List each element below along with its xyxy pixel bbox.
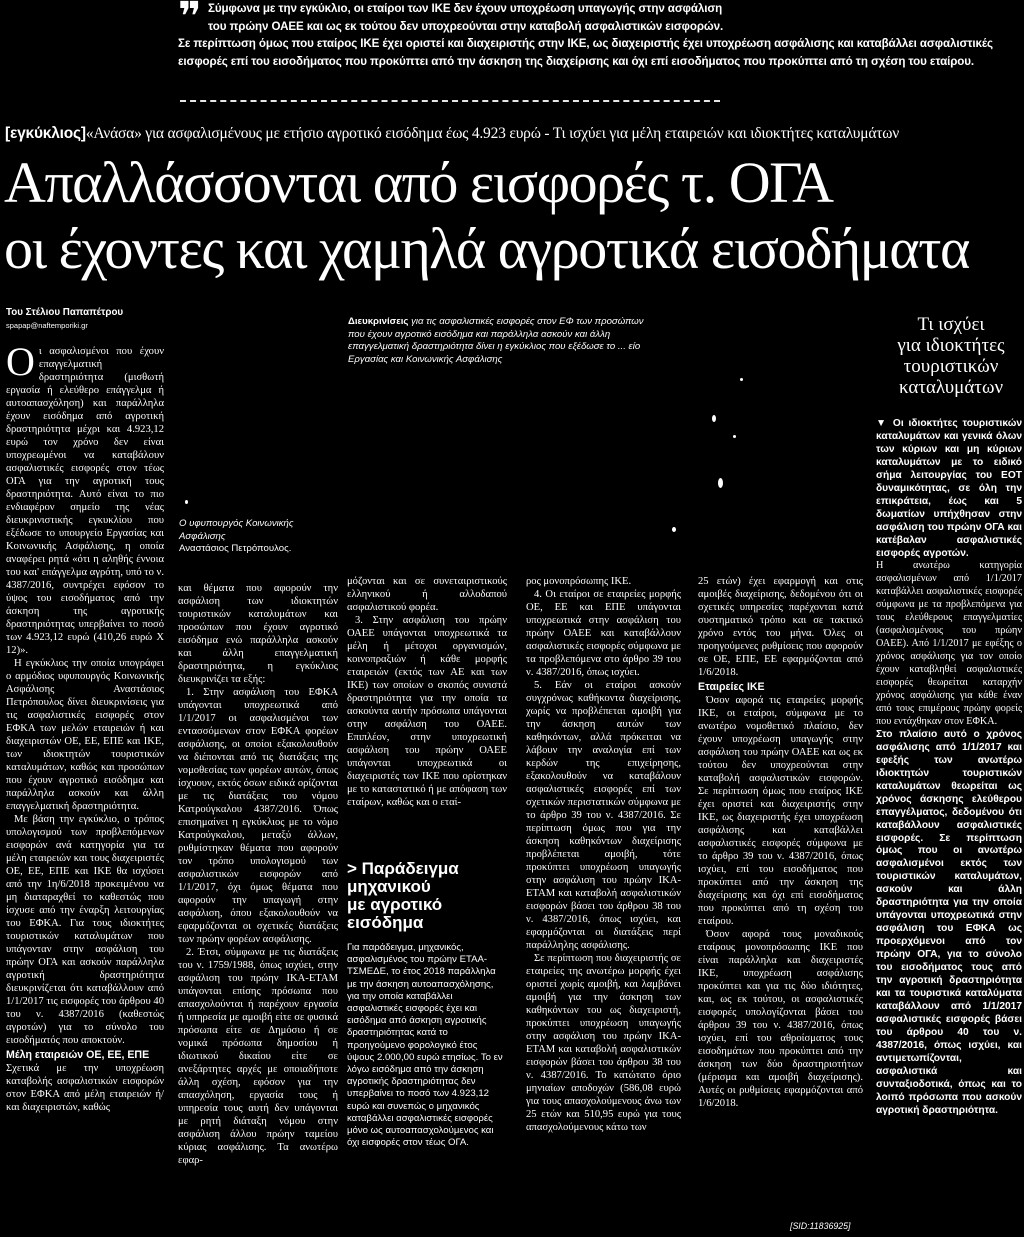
side-box-title bbox=[876, 314, 1024, 398]
headline-line1: Απαλλάσσονται από εισφορές τ. ΟΓΑ bbox=[4, 150, 833, 215]
pull-quote-line1: Σύμφωνα με την εγκύκλιο, οι εταίροι των ΙΚΕ δεν έχουν υποχρέωση υπαγωγής στην ασφάλιση bbox=[208, 2, 723, 15]
example-box bbox=[347, 860, 507, 1149]
author-email: spapap@naftemporiki.gr bbox=[6, 321, 88, 330]
drop-cap: Ο bbox=[6, 339, 35, 384]
column-2 bbox=[178, 582, 338, 1167]
title-line: καταλυμάτων bbox=[898, 377, 1004, 398]
paragraph: Όσον αφορά τις εταιρείες μορφής ΙΚΕ, οι εταίροι, σύμφωνα με το ανωτέρω νομοθετικό πλαίσιο, δεν έχουν υποχρέωση υπαγωγής στην ασφάλιση του πρώην ΟΑΕΕ και ως εκ τούτου δεν υποχρεούνται στην καταβολή ασφαλιστικών εισφορών. Σε περίπτωση όμως που εταίρος ΙΚΕ έχει οριστεί και διαχειριστής στην ΙΚΕ, ως διαχειριστής έχει υποχρέωση ασφάλισης και καταβάλλει ασφαλιστικές εισφορές σύμφωνα με το άρθρο 39 του ν. 4387/2016, όπως ισχύει, επί του εισοδήματος που προκύπτει από την άσκηση της διαχείρισης και όχι επί εισοδήματος που προκύπτει από τη σχέση του εταίρου. bbox=[698, 695, 863, 927]
title-line: για ιδιοκτήτες bbox=[897, 335, 1005, 356]
paragraph: Η εγκύκλιος την οποία υπογράφει ο αρμόδιος υφυπουργός Κοινωνικής Ασφάλισης Αναστάσιος Πετρόπουλος δίνει διευκρινίσεις για τις ασφαλιστικές εισφορές στον ΕΦΚΑ των μελών εταιρειών ή και διαχειριστών ΟΕ, ΕΕ, ΕΠΕ και ΙΚΕ, των ιδιοκτητών τουριστικών καταλυμάτων, καθώς και προσώπων που έχουν αγροτικό εισόδημα και παράλληλα ασκούν και άλλη επαγγελματική δραστηριότητα. bbox=[6, 658, 164, 812]
column-4 bbox=[526, 575, 681, 1134]
paragraph: μόζονται και σε συνεταιριστικούς ελληνικού ή αλλοδαπού ασφαλιστικού φορέα. bbox=[347, 576, 507, 613]
paragraph: ▼ Οι ιδιοκτήτες τουριστικών καταλυμάτων και γενικά όλων των κύριων και μη κύριων καταλυμάτων με το ειδικό σήμα λειτουργίας του ΕΟΤ δυναμικότητας, σε όλη την επικράτεια, έως και 5 δωματίων υπήχθησαν στην ασφάλιση του πρώην ΟΓΑ και κατέβαλαν ασφαλιστικές εισφορές αγροτών. bbox=[876, 418, 1022, 559]
subheading: Μέλη εταιρειών ΟΕ, ΕΕ, ΕΠΕ bbox=[6, 1049, 150, 1061]
photo-speck bbox=[672, 527, 676, 532]
title-line: με αγροτικό bbox=[347, 895, 443, 914]
column-5 bbox=[698, 575, 863, 1110]
paragraph: Με βάση την εγκύκλιο, ο τρόπος υπολογισμού των προβλεπόμενων εισφορών ανά κατηγορία για τα μέλη εταιρειών και τους διαχειριστές ΟΕ, ΕΕ, ΕΠΕ και ΙΚΕ θα ισχύσει από την 1η/6/2018 προκειμένου να μη διαταραχθεί το καθεστώς που ίσχυσε από την έναρξη λειτουργίας του ΕΦΚΑ. Για τους ιδιοκτήτες τουριστικών καταλυμάτων που υπάγονταν στην ασφάλιση του πρώην ΟΓΑ και ασκούν παράλληλα αγροτική δραστηριότητα διευκρινίζεται ότι καταβάλλουν από 1/1/2017 τις εισφορές του άρθρου 40 του ν. 4387/2016 (καθεστώς αγροτών) για το σύνολο του εισοδήματός που αποκτούν. bbox=[6, 814, 164, 1046]
column-3 bbox=[347, 575, 507, 809]
paragraph: Η ανωτέρω κατηγορία ασφαλισμένων από 1/1/2017 καταβάλλει ασφαλιστικές εισφορές σύμφωνα με τα προβλεπόμενα για τους ελεύθερους επαγγελματίες (ασφαλισμένους του πρώην ΟΑΕΕ). Από 1/1/2017 με εφέξης ο χρόνος ασφάλισης για τον οποίο έχουν καταβληθεί ασφαλιστικές εισφορές θεωρείται καταρχήν χρόνος ασφάλισης για κάθε έναν από τους επιμέρους πρώην φορείς που εντάχθηκαν στον ΕΦΚΑ. bbox=[876, 560, 1022, 727]
caption-line: Ο υφυπουργός Κοινωνικής bbox=[179, 518, 294, 529]
paragraph: Σχετικά με την υποχρέωση καταβολής ασφαλιστικών εισφορών στον ΕΦΚΑ από μέλη εταιρειών ή/και διαχειριστών, καθώς bbox=[6, 1063, 164, 1113]
pull-quote-rest: Σε περίπτωση όμως που εταίρος ΙΚΕ έχει οριστεί και διαχειριστής στην ΙΚΕ, ως διαχειριστής έχει υποχρέωση ασφάλισης και καταβάλλει ασφαλιστικές εισφορές επί του εισοδήματος που προκύπτει από την άσκηση της διαχείρισης και όχι επί εισοδήματος που προκύπτει από τη σχέση του εταίρου. bbox=[178, 37, 993, 68]
title-line: τουριστικών bbox=[903, 356, 999, 377]
caption-line: Ασφάλισης bbox=[179, 530, 226, 542]
photo-speck bbox=[712, 415, 716, 422]
kicker-tag: [εγκύκλιος] bbox=[5, 125, 86, 142]
example-title bbox=[347, 860, 507, 932]
headline-line2: οι έχοντες και χαμηλά αγροτικά εισοδήματα bbox=[4, 216, 969, 281]
caption-lead: Διευκρινίσεις bbox=[348, 316, 409, 327]
paragraph: 2. Έτσι, σύμφωνα με τις διατάξεις του ν. 1759/1988, όπως ισχύει, στην ασφάλιση του πρώην ΙΚΑ-ΕΤΑΜ υπάγονται επίσης πρόσωπα που απασχολούνται ή παρέχουν εργασία ή υπηρεσία με αμοιβή είτε σε φυσικά πρόσωπα είτε σε Δημόσιο ή σε νομικά πρόσωπα δημοσίου ή ιδιωτικού δικαίου είτε σε ανεξάρτητες αρχές με οποιαδήποτε άλλη σχέση, εφόσον για την απασχόληση, εργασία τους ή υπηρεσία τους αυτή δεν υπάγονται με ρητή διάταξη νόμου στην ασφάλιση άλλου πρώην ταμείου κύριας ασφάλισης. Τα ανωτέρω εφαρ- bbox=[178, 947, 338, 1166]
paragraph: Σε περίπτωση που διαχειριστής σε εταιρείες της ανωτέρω μορφής έχει οριστεί χωρίς αμοιβή, και λαμβάνει αμοιβή για την άσκηση των καθηκόντων του ως διαχειριστή, προκύπτει υποχρέωση υπαγωγής στην ασφάλιση του πρώην ΙΚΑ-ΕΤΑΜ και καταβολή ασφαλιστικών εισφορών βάσει του άρθρου 38 του ν. 4387/2016. Το κατώτατο όριο μηνιαίων αποδοχών (586,08 ευρώ για τους απασχολούμενους άνω των 25 ετών και 510,95 ευρώ για τους απασχολούμενους κάτω των bbox=[526, 953, 681, 1133]
byline: Του Στέλιου Παπαπέτρου bbox=[6, 307, 124, 318]
paragraph: 3. Στην ασφάλιση του πρώην ΟΑΕΕ υπάγονται υποχρεωτικά τα μέλη ή μέτοχοι οργανισμών, κοινοπραξιών ή κάθε μορφής εταιρειών (εκτός των ΑΕ και των ΙΚΕ) των οποίων ο σκοπός συνιστά δραστηριότητα για την οποία τα ασκούντα αυτήν πρόσωπα υπάγονται στην ασφάλιση του ΟΑΕΕ. Επιπλέον, στην υποχρεωτική ασφάλιση του πρώην ΟΑΕΕ υπάγονται υποχρεωτικά οι διαχειριστές των ΙΚΕ που ορίστηκαν με το καταστατικό ή με απόφαση των εταίρων, καθώς και ο εταί- bbox=[347, 615, 508, 808]
photo-speck bbox=[718, 478, 723, 488]
title-line: εισόδημα bbox=[347, 913, 424, 932]
subheading: Εταιρείες ΙΚΕ bbox=[698, 681, 765, 693]
paragraph: Στο πλαίσιο αυτό ο χρόνος ασφάλισης από 1/1/2017 και εφεξής των ανωτέρω ιδιοκτητών τουριστικών καταλυμάτων θεωρείται ως χρόνος άσκησης ελεύθερου επαγγέλματος, δεδομένου ότι καταβάλλουν ασφαλιστικές εισφορές. Σε περίπτωση όμως που οι ανωτέρω ασφαλισμένοι εκτός των τουριστικών καταλυμάτων, ασκούν και άλλη δραστηριότητα για την οποία υπάγονται υποχρεωτικά στην ασφάλιση του ΕΦΚΑ ως προερχόμενοι από τον πρώην ΟΓΑ, για το σύνολο του εισοδήματος τους από την αγροτική δραστηριότητα και τα τουριστικά καταλύματα καταβάλλουν από 1/1/2017 ασφαλιστικές εισφορές βάσει του άρθρου 40 του ν. 4387/2016, όπως ισχύει, και αντιμετωπίζονται, ασφαλιστικά και συνταξιοδοτικά, όπως και το λοιπό πρόσωπα που ασκούν αγροτική δραστηριότητα. bbox=[876, 728, 1022, 1116]
minister-caption bbox=[179, 518, 349, 556]
paragraph: 4. Οι εταίροι σε εταιρείες μορφής ΟΕ, ΕΕ και ΕΠΕ υπάγονται υποχρεωτικά στην ασφάλιση του πρώην ΟΑΕΕ και καταβάλλουν ασφαλιστικές εισφορές σύμφωνα με τα προβλεπόμενα στο άρθρο 39 του ν. 4387/2016, όπως ισχύει. bbox=[526, 589, 681, 678]
document-id: [SID:11836925] bbox=[790, 1221, 851, 1231]
kicker-text: «Ανάσα» για ασφαλισμένους με ετήσιο αγροτικό εισόδημα έως 4.923 ευρώ - Τι ισχύει για μέλη εταιρειών και ιδιοκτήτες καταλυμάτων bbox=[85, 125, 900, 142]
photo-speck bbox=[740, 378, 743, 381]
caption-line: Αναστάσιος Πετρόπουλος. bbox=[179, 543, 292, 554]
paragraph: 1. Στην ασφάλιση του ΕΦΚΑ υπάγονται υποχρεωτικά από 1/1/2017 οι ασφαλισμένοι των εντασσόμενων στον ΕΦΚΑ φορέων ασφάλισης, οι οποίοι εξακολουθούν να διέπονται από τις διατάξεις της νομοθεσίας των φορέων αυτών, όπως ίσχυουν, εκτός όσων ειδικά ορίζονται με τις διατάξεις του νόμου Κατρούγκαλου 4387/2016. Όπως επισημαίνει η εγκύκλιος με το νόμο Κατρούγκαλου, μεταξύ άλλων, ρυθμίστηκαν θέματα που αφορούν τον τρόπο υπολογισμού των ασφαλιστικών εισφορών από 1/1/2017, όχι όμως θέματα που αφορούν την υπαγωγή στην ασφάλιση, όπου εξακολουθούν να εφαρμόζονται οι σχετικές διατάξεις των πρώην φορέων ασφάλισης. bbox=[178, 687, 338, 945]
title-line: Τι ισχύει bbox=[917, 314, 985, 335]
title-line: > Παράδειγμα bbox=[347, 859, 459, 878]
paragraph: και θέματα που αφορούν την ασφάλιση των ιδιοκτητών τουριστικών καταλυμάτων και προσώπων που έχουν αγροτικό εισόδημα ενώ παράλληλα ασκούν και άλλη επαγγελματική δραστηριότητα, η εγκύκλιος διευκρινίζει τα εξής: bbox=[178, 583, 338, 685]
column-1 bbox=[6, 339, 164, 1114]
example-body: Για παράδειγμα, μηχανικός, ασφαλισμένος του πρώην ΕΤΑΑ-ΤΣΜΕΔΕ, το έτος 2018 παράλληλα με την άσκηση αυτοαπασχόλησης, για την οποία καταβάλλει ασφαλιστικές εισφορές έχει και εισόδημα από άσκηση αγροτικής δραστηριότητας κατά το προηγούμενο φορολογικό έτος ύψους 2.000,00 ευρώ ετησίως. Το εν λόγω εισόδημα από την άσκηση αγροτικής δραστηριότητας δεν υπερβαίνει το ποσό των 4.923,12 ευρώ και συνεπώς ο μηχανικός καταβάλλει ασφαλιστικές εισφορές μόνο ως αυτοαπασχολούμενος και όχι εισφορές στον τέως ΟΓΑ. bbox=[347, 942, 503, 1149]
photo-speck bbox=[733, 435, 736, 438]
caption-text: για τις ασφαλιστικές εισφορές στον ΕΦ των προσώπων που έχουν αγροτικό εισόδημα και παράλληλα ασκούν και άλλη επαγγελματική δραστηριότητα δίνει η εγκύκλιος που εξέδωσε το ... είο Εργασίας και Κοινωνικής Ασφάλισης bbox=[348, 316, 644, 365]
paragraph: ι ασφαλισμένοι που έχουν επαγγελματική δραστηριότητα (μισθωτή εργασία ή ελεύθερο επάγγελμα ή αυτοαπασχόληση) και παράλληλα έχουν εισόδημα από αγροτική δραστηριότητα μέχρι και 4.923,12 ευρώ τον χρόνο δεν είναι υποχρεωμένοι να καταβάλουν ασφαλιστικές εισφορές στον τέως ΟΓΑ για την αγροτική τους δραστηριότητα. Αυτό είναι το πιο ενδιαφέρον σημείο της νέας διευκρινιστικής εγκυκλίου που εξέδωσε το υπουργείο Εργασίας και Κοινωνικής Ασφάλισης, η οποία αναφέρει ρητά «ότι η αληθής έννοια του και' επάγγελμα αγρότη, υπό το ν. 4387/2016, συντρέχει εφόσον το ύψος του εισοδήματος από την άσκηση της αγροτικής δραστηριότητας υπερβαίνει το ποσό των 4.923,12 ευρώ (410,26 ευρώ Χ 12)». bbox=[6, 346, 164, 656]
paragraph: ρος μονοπρόσωπης ΙΚΕ. bbox=[526, 576, 632, 587]
pull-quote-line2: του πρώην ΟΑΕΕ και ως εκ τούτου δεν υποχρεούνται στην καταβολή ασφαλιστικών εισφορών. bbox=[208, 19, 724, 33]
paragraph: 5. Εάν οι εταίροι ασκούν συγχρόνως καθήκοντα διαχείρισης, χωρίς να προβλέπεται αμοιβή για την άσκηση αυτών των καθηκόντων, αλλά πρόκειται να λάβουν την αναλογία επί των κερδών της επιχείρησης, εξακολουθούν να καταβάλουν ασφαλιστικές εισφορές επί των σχετικών περιστατικών σύμφωνα με το άρθρο 39 του ν. 4387/2016. Σε περίπτωση όμως που για την άσκηση καθηκόντων διαχείρισης προβλέπεται αμοιβή, τότε προκύπτει υποχρέωση υπαγωγής στην ασφάλιση του πρώην ΙΚΑ-ΕΤΑΜ και καταβολή ασφαλιστικών εισφορών βάσει του άρθρου 38 του ν. 4387/2016, όπως ισχύει, και εφαρμόζονται οι διατάξεις περί παράλληλης ασφάλισης. bbox=[526, 680, 681, 951]
headline bbox=[4, 150, 1022, 282]
side-box-body bbox=[876, 418, 1022, 1117]
photo-caption bbox=[348, 316, 648, 366]
paragraph: 25 ετών) έχει εφαρμογή και στις αμοιβές διαχείρισης, δεδομένου ότι οι σχετικές υπηρεσίες παρέχονται κατά συστηματικό τρόπο και σε τακτικό χρόνο εντός του μήνα. Όλες οι προηγούμενες ρυθμίσεις που αφορούν σε ΟΕ, ΕΠΕ, ΕΕ εφαρμόζονται από 1/6/2018. bbox=[698, 576, 863, 678]
kicker bbox=[5, 125, 1024, 143]
divider bbox=[180, 100, 720, 104]
pull-quote bbox=[178, 0, 1018, 70]
title-line: μηχανικού bbox=[347, 877, 431, 896]
paragraph: Όσον αφορά τους μοναδικούς εταίρους μονοπρόσωπης ΙΚΕ που είναι παράλληλα και διαχειριστές ΙΚΕ, υποχρέωση ασφάλισης προκύπτει και για τις δύο ιδιότητες, και, ως εκ τούτου, οι ασφαλιστικές εισφορές υπολογίζονται βάσει του άρθρου 39 του ν. 4387/2016, όπως ισχύει, επί του αθροίσματος τους εισοδημάτων που προκύπτει από την άσκηση των δύο δραστηριοτήτων (μέρισμα και αμοιβή διαχείρισης). Αυτές οι ρυθμίσεις εφαρμόζονται από 1/6/2018. bbox=[698, 929, 863, 1109]
photo-speck bbox=[185, 500, 188, 504]
quote-mark-icon: ❞ bbox=[178, 0, 202, 40]
